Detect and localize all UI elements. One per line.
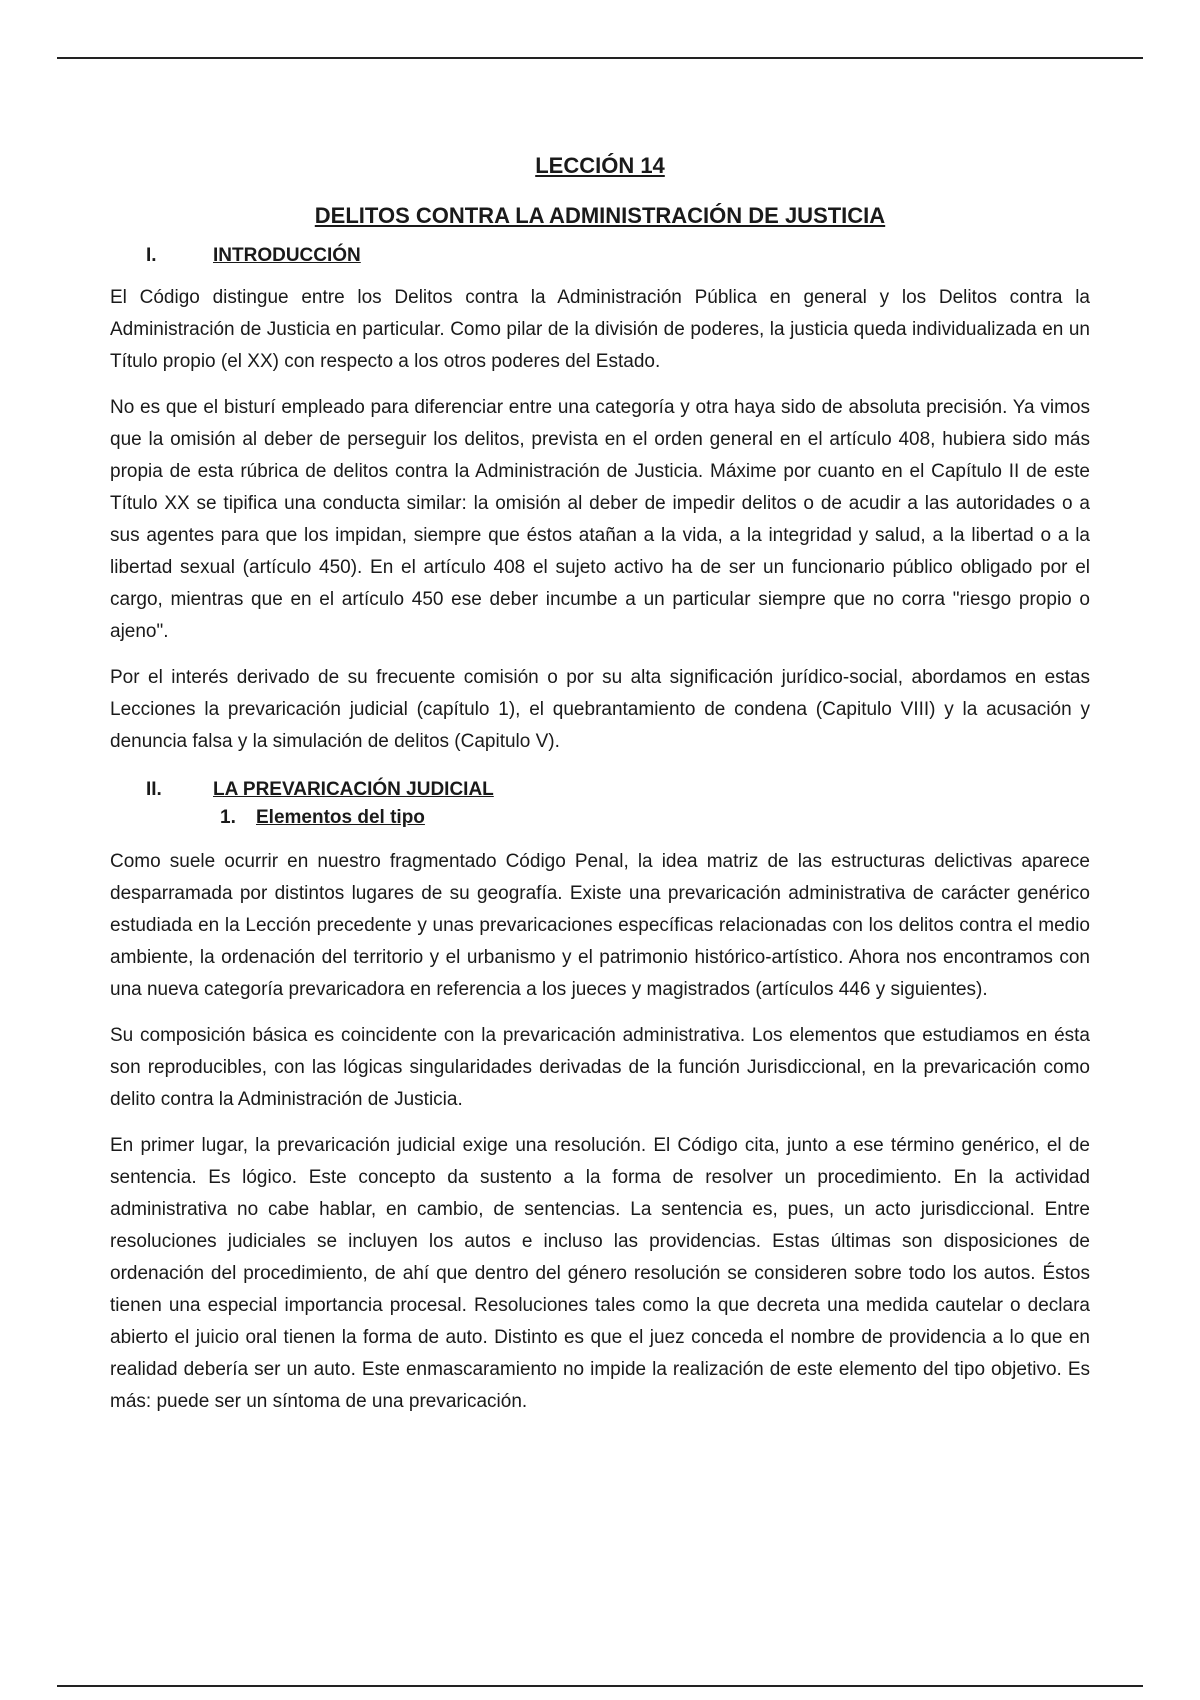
paragraph: Como suele ocurrir en nuestro fragmentado Código Penal, la idea matriz de las estructuras delictivas aparece desparramada por distintos lugares de su geografía. Existe una prevaricación administrativa de carácter genérico estudiada en la Lección precedente y unas prevaricaciones específicas relacionadas con los delitos contra el medio ambiente, la ordenación del territorio y el urbanismo y el patrimonio histórico-artístico. Ahora nos encontramos con una nueva categoría prevaricadora en referencia a los jueces y magistrados (artículos 446 y siguientes). bbox=[110, 851, 1090, 1000]
section-title: INTRODUCCIÓN bbox=[213, 245, 361, 266]
paragraph: No es que el bisturí empleado para diferenciar entre una categoría y otra haya sido de absoluta precisión. Ya vimos que la omisión al deber de perseguir los delitos, prevista en el orden general en el artículo 408, hubiera sido más propia de esta rúbrica de delitos contra la Administración de Justicia. Máxime por cuanto en el Capítulo II de este Título XX se tipifica una conducta similar: la omisión al deber de impedir delitos o de acudir a las autoridades o a sus agentes para que los impidan, siempre que éstos atañan a la vida, a la integridad y salud, a la libertad o a la libertad sexual (artículo 450). En el artículo 408 el sujeto activo ha de ser un funcionario público obligado por el cargo, mientras que en el artículo 450 ese deber incumbe a un particular siempre que no corra "riesgo propio o ajeno". bbox=[110, 397, 1090, 642]
paragraph: Por el interés derivado de su frecuente comisión o por su alta significación jurídico-social, abordamos en estas Lecciones la prevaricación judicial (capítulo 1), el quebrantamiento de condena (Capitulo VIII) y la acusación y denuncia falsa y la simulación de delitos (Capitulo V). bbox=[110, 667, 1090, 752]
lesson-title: LECCIÓN 14 bbox=[535, 153, 665, 178]
document-body bbox=[110, 140, 1090, 1418]
footer-rule bbox=[57, 1685, 1143, 1687]
section-number: II. bbox=[146, 779, 162, 800]
paragraph: Su composición básica es coincidente con la prevaricación administrativa. Los elementos que estudiamos en ésta son reproducibles, con las lógicas singularidades derivadas de la función Jurisdiccional, en la prevaricación como delito contra la Administración de Justicia. bbox=[110, 1025, 1090, 1110]
section-heading-intro bbox=[110, 242, 1090, 270]
subsection-title: Elementos del tipo bbox=[256, 807, 425, 828]
section-title: LA PREVARICACIÓN JUDICIAL bbox=[213, 779, 494, 800]
section-number: I. bbox=[146, 245, 157, 266]
header-rule bbox=[57, 57, 1143, 59]
section-heading-prevaricacion bbox=[110, 776, 1090, 804]
lesson-subtitle: DELITOS CONTRA LA ADMINISTRACIÓN DE JUSTICIA bbox=[314, 203, 886, 228]
subsection-number: 1. bbox=[220, 807, 236, 828]
paragraph: En primer lugar, la prevaricación judicial exige una resolución. El Código cita, junto a ese término genérico, el de sentencia. Es lógico. Este concepto da sustento a la forma de resolver un procedimiento. En la actividad administrativa no cabe hablar, en cambio, de sentencias. La sentencia es, pues, un acto jurisdiccional. Entre resoluciones judiciales se incluyen los autos e incluso las providencias. Estas últimas son disposiciones de ordenación del procedimiento, de ahí que dentro del género resolución se consideren sobre todo los autos. Éstos tienen una especial importancia procesal. Resoluciones tales como la que decreta una medida cautelar o declara abierto el juicio oral tienen la forma de auto. Distinto es que el juez conceda el nombre de providencia a lo que en realidad debería ser un auto. Este enmascaramiento no impide la realización de este elemento del tipo objetivo. Es más: puede ser un síntoma de una prevaricación. bbox=[110, 1135, 1090, 1412]
paragraph: El Código distingue entre los Delitos contra la Administración Pública en general y los Delitos contra la Administración de Justicia en particular. Como pilar de la división de poderes, la justicia queda individualizada en un Título propio (el XX) con respecto a los otros poderes del Estado. bbox=[110, 287, 1090, 372]
subsection-heading bbox=[220, 804, 1090, 832]
